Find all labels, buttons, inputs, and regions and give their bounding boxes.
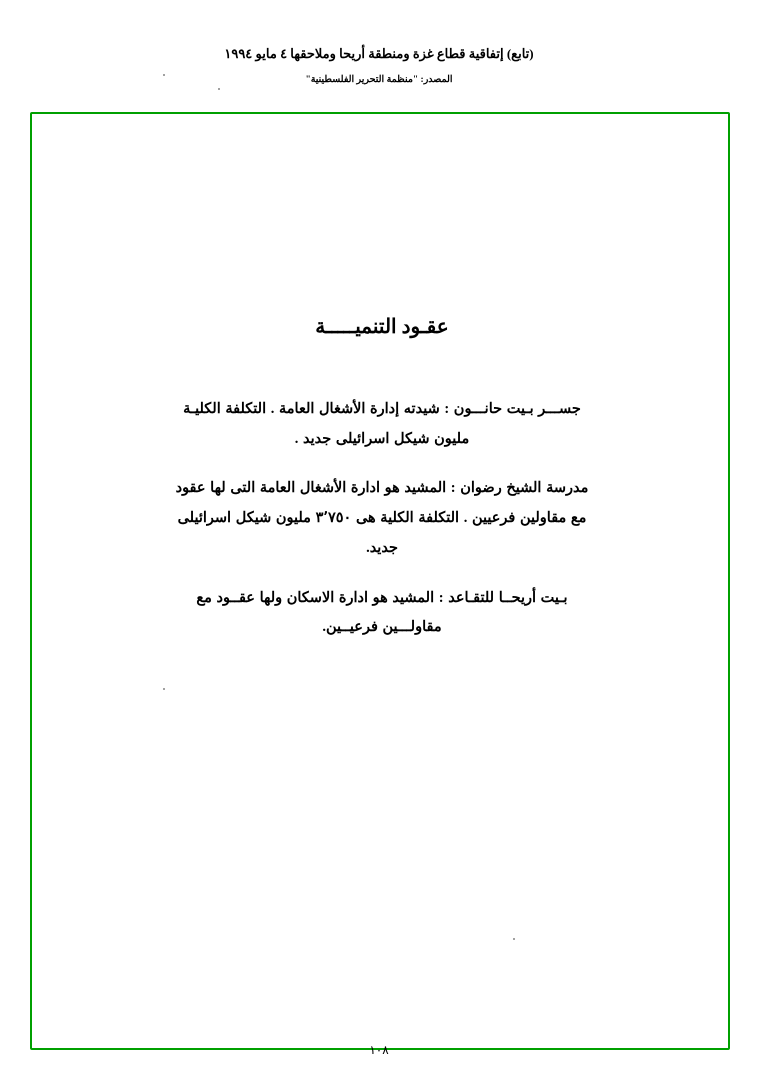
scan-speck	[218, 88, 220, 90]
document-body	[32, 314, 732, 663]
page-number: ١٠٨	[369, 1043, 389, 1057]
page-title: عقـود التنميـــــة	[315, 316, 449, 338]
page-border-frame	[30, 112, 730, 1050]
source-attribution: المصدر: "منظمة التحرير الفلسطينية"	[305, 75, 453, 85]
running-head: (تابع) إتفاقية قطاع غزة ومنطقة أريحا وملاحقها ٤ مايو ١٩٩٤	[224, 46, 534, 61]
paragraph-sheikh-radwan-school: مدرسة الشيخ رضوان : المشيد هو ادارة الأشغال العامة التى لها عقود مع مقاولين فرعيين . التكلفة الكلية هى ٣٬٧٥٠ مليون شيكل اسرائيلى جديد.	[175, 480, 589, 556]
paragraph-gisr-beit-hanoun: جســـر بـيت حانـــون : شيدته إدارة الأشغال العامة . التكلفة الكليـة مليون شيكل اسرائيلى جديد .	[183, 401, 581, 447]
scan-speck	[163, 74, 165, 76]
paragraph-jericho-retirement-home: بـيت أريحــا للتقـاعد : المشيد هو ادارة الاسكان ولها عقــود مع مقاولـــين فرعيــين.	[196, 589, 568, 636]
